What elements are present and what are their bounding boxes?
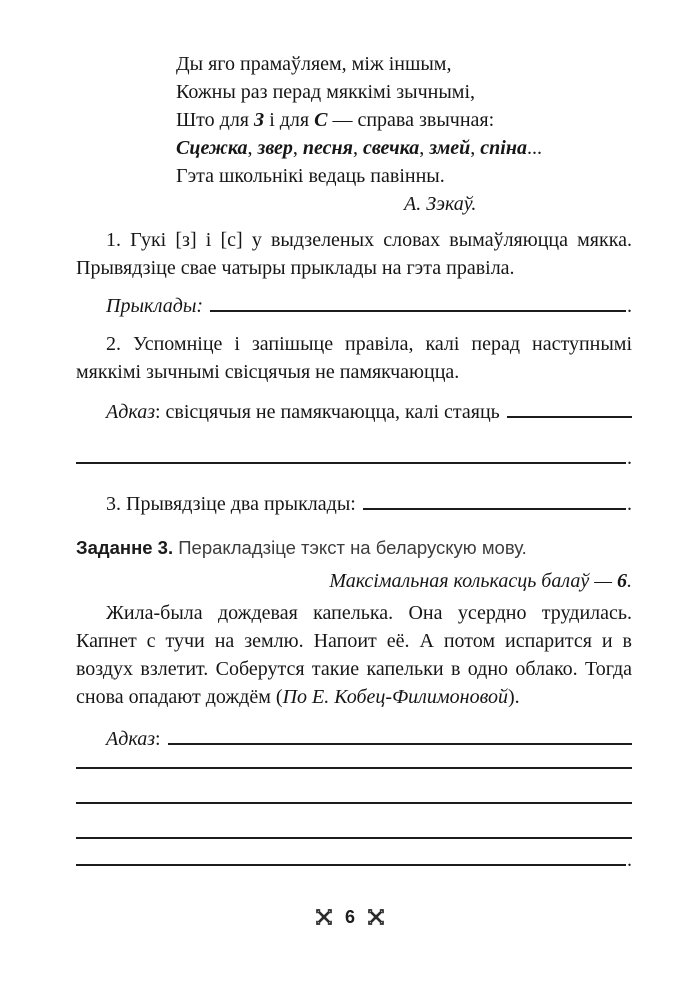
- highlighted-letter: З: [254, 109, 265, 131]
- poem-line-4: [176, 134, 632, 162]
- max-points-line: [76, 567, 632, 595]
- highlighted-word: Сцежка: [176, 137, 248, 159]
- poem-text: ,: [419, 137, 430, 159]
- answer-blank-line: [168, 723, 632, 745]
- highlighted-word: звер: [257, 137, 293, 159]
- max-points-period: .: [627, 570, 632, 592]
- answer-blank-line: [76, 837, 632, 839]
- poem-line-5: Гэта школьнікі ведаць павінны.: [176, 165, 445, 187]
- answer-text: [106, 725, 161, 753]
- answer-blank-line: [76, 442, 626, 464]
- exercise-2-answer-row: [76, 396, 632, 426]
- highlighted-word: песня: [302, 137, 353, 159]
- highlighted-word: свечка: [362, 137, 420, 159]
- max-points-value: 6: [617, 570, 627, 592]
- highlighted-word: змей: [429, 137, 471, 159]
- exercise-1-text: 1. Гукі [з] і [с] у выдзеленых словах вымаўляюцца мякка. Прывядзіце свае чатыры прыклады на гэта правіла.: [76, 229, 632, 279]
- page-footer: [0, 903, 700, 931]
- answer-text: [106, 398, 500, 426]
- line-end-period: .: [627, 493, 632, 515]
- poem-text: ,: [470, 137, 481, 159]
- exercise-3-row: [76, 488, 632, 518]
- answer-blank-line: [210, 290, 626, 312]
- task-3-heading: [76, 534, 632, 562]
- highlighted-letter: С: [314, 109, 328, 131]
- answer-blank-line: [76, 844, 626, 866]
- exercise-3-text: 3. Прывядзіце два прыклады:: [106, 493, 356, 515]
- answer-colon: :: [155, 728, 161, 750]
- max-points-text: Максімальная колькасць балаў —: [329, 570, 617, 592]
- poem-author: А. Зэкаў.: [404, 193, 477, 215]
- line-end-period: .: [627, 295, 632, 317]
- translation-text-end: ).: [507, 686, 520, 708]
- poem-block: [176, 50, 632, 218]
- task-3-label: Заданне 3.: [76, 537, 174, 558]
- poem-line-3: [176, 106, 632, 134]
- poem-text: — справа звычная:: [327, 109, 495, 131]
- poem-line-1: Ды яго прамаўляем, між іншым,: [176, 53, 452, 75]
- answer-label: Адказ: [106, 401, 155, 423]
- highlighted-word: спіна: [480, 137, 527, 159]
- answer-blank-line: [363, 488, 626, 510]
- poem-text: ,: [292, 137, 303, 159]
- poem-text: ,: [247, 137, 258, 159]
- task-3-answer-row: [76, 723, 632, 753]
- ornament-icon: [316, 909, 332, 925]
- translation-source-author: По Е. Кобец-Филимоновой: [282, 686, 508, 708]
- line-end-period: .: [627, 849, 632, 871]
- task-3-last-answer-line: [76, 844, 632, 872]
- answer-blank-line: [76, 802, 632, 804]
- poem-text: ,: [352, 137, 363, 159]
- page-number: 6: [344, 907, 355, 927]
- answer-blank-line: [507, 396, 632, 418]
- poem-text: і для: [264, 109, 315, 131]
- translation-source-text: [76, 599, 632, 711]
- translation-text: Жила-была дождевая капелька. Она усердно трудилась. Капнет с тучи на землю. Напоит её. А потом испарится и в воздух взлетит. Соберутся такие капельки в одно облако. Тогда снова опадают дождём (: [76, 602, 632, 708]
- exercise-1-examples-row: [76, 290, 632, 320]
- examples-label: Прыклады:: [106, 295, 204, 317]
- answer-blank-line: [76, 767, 632, 769]
- answer-label: Адказ: [106, 728, 155, 750]
- line-end-period: .: [627, 447, 632, 469]
- exercise-2-answer-line-2: [76, 442, 632, 472]
- ornament-icon: [368, 909, 384, 925]
- answer-prefix: : свісцячыя не памякчаюцца, калі стаяць: [155, 401, 500, 423]
- poem-line-2: Кожны раз перад мяккімі зычнымі,: [176, 81, 476, 103]
- poem-text: ...: [526, 137, 542, 159]
- task-3-instruction: Перакладзіце тэкст на беларускую мову.: [173, 537, 527, 558]
- poem-text: Што для: [176, 109, 255, 131]
- exercise-2-text: 2. Успомніце і запішыце правіла, калі перад наступнымі мяккімі зычнымі свісцячыя не памякчаюцца.: [76, 333, 632, 383]
